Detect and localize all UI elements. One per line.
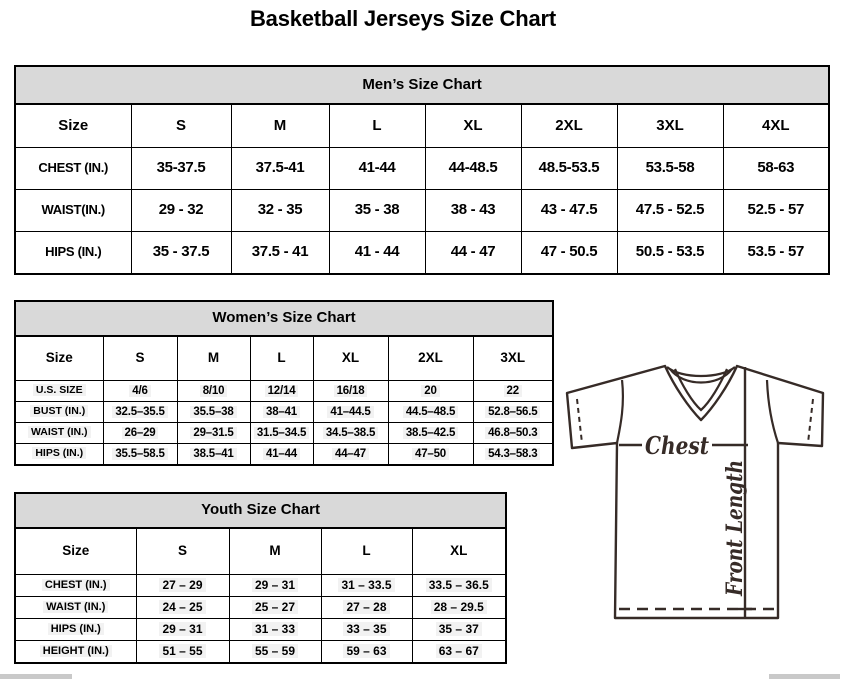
mens-table-title: Men’s Size Chart (15, 66, 829, 104)
youth-data-row (15, 619, 506, 641)
womens-size-table (14, 300, 552, 466)
womens-value-cell: 34.5–38.5 (313, 423, 388, 444)
youth-header-row (15, 528, 506, 575)
youth-size-table (14, 492, 505, 664)
youth-column-header: S (136, 528, 229, 575)
mens-value-cell: 47 - 50.5 (521, 232, 617, 275)
mens-data-row (15, 232, 829, 275)
youth-value-cell: 24 – 25 (136, 597, 229, 619)
youth-value-cell: 28 – 29.5 (412, 597, 506, 619)
youth-value-cell: 29 – 31 (229, 575, 321, 597)
womens-value-cell: 29–31.5 (177, 423, 250, 444)
mens-column-header: 2XL (521, 104, 617, 148)
youth-row-label: CHEST (IN.) (15, 575, 136, 597)
womens-column-header: Size (15, 336, 103, 381)
womens-value-cell: 41–44.5 (313, 402, 388, 423)
mens-value-cell: 37.5 - 41 (231, 232, 329, 275)
mens-column-header: 4XL (723, 104, 829, 148)
mens-row-label: CHEST (IN.) (15, 148, 131, 190)
page-title: Basketball Jerseys Size Chart (249, 6, 557, 31)
womens-value-cell: 47–50 (388, 444, 473, 466)
womens-row-label: U.S. SIZE (15, 381, 103, 402)
womens-value-cell: 12/14 (250, 381, 313, 402)
mens-value-cell: 53.5-58 (617, 148, 723, 190)
youth-row-label: HIPS (IN.) (15, 619, 136, 641)
mens-value-cell: 35 - 37.5 (131, 232, 231, 275)
mens-value-cell: 58-63 (723, 148, 829, 190)
youth-column-header: M (229, 528, 321, 575)
mens-value-cell: 44-48.5 (425, 148, 521, 190)
youth-value-cell: 25 – 27 (229, 597, 321, 619)
mens-table (14, 65, 830, 275)
womens-value-cell: 38.5–41 (177, 444, 250, 466)
womens-data-row (15, 423, 553, 444)
mens-data-row (15, 190, 829, 232)
womens-row-label: BUST (IN.) (15, 402, 103, 423)
womens-data-row (15, 444, 553, 466)
mens-value-cell: 47.5 - 52.5 (617, 190, 723, 232)
womens-value-cell: 22 (473, 381, 553, 402)
womens-value-cell: 44.5–48.5 (388, 402, 473, 423)
horizontal-scrollbar-fragment-left[interactable] (0, 674, 72, 679)
womens-data-row (15, 402, 553, 423)
womens-value-cell: 32.5–35.5 (103, 402, 177, 423)
womens-value-cell: 31.5–34.5 (250, 423, 313, 444)
mens-column-header: XL (425, 104, 521, 148)
womens-value-cell: 35.5–58.5 (103, 444, 177, 466)
mens-column-header: Size (15, 104, 131, 148)
youth-data-row (15, 597, 506, 619)
mens-value-cell: 38 - 43 (425, 190, 521, 232)
mens-value-cell: 29 - 32 (131, 190, 231, 232)
womens-header-row (15, 336, 553, 381)
front-length-label: Front Length (722, 433, 748, 596)
mens-value-cell: 37.5-41 (231, 148, 329, 190)
mens-header-row (15, 104, 829, 148)
mens-column-header: L (329, 104, 425, 148)
womens-value-cell: 4/6 (103, 381, 177, 402)
womens-value-cell: 44–47 (313, 444, 388, 466)
mens-row-label: HIPS (IN.) (15, 232, 131, 275)
womens-value-cell: 20 (388, 381, 473, 402)
youth-table (14, 492, 507, 664)
mens-value-cell: 32 - 35 (231, 190, 329, 232)
youth-column-header: Size (15, 528, 136, 575)
womens-table (14, 300, 554, 466)
mens-data-row (15, 148, 829, 190)
womens-value-cell: 35.5–38 (177, 402, 250, 423)
youth-data-row (15, 641, 506, 664)
womens-column-header: M (177, 336, 250, 381)
mens-value-cell: 41-44 (329, 148, 425, 190)
mens-column-header: S (131, 104, 231, 148)
womens-value-cell: 8/10 (177, 381, 250, 402)
womens-value-cell: 41–44 (250, 444, 313, 466)
womens-column-header: 3XL (473, 336, 553, 381)
youth-data-row (15, 575, 506, 597)
womens-value-cell: 46.8–50.3 (473, 423, 553, 444)
youth-value-cell: 59 – 63 (321, 641, 412, 664)
mens-value-cell: 35-37.5 (131, 148, 231, 190)
mens-row-label: WAIST(IN.) (15, 190, 131, 232)
youth-value-cell: 31 – 33.5 (321, 575, 412, 597)
womens-column-header: L (250, 336, 313, 381)
mens-value-cell: 50.5 - 53.5 (617, 232, 723, 275)
mens-value-cell: 44 - 47 (425, 232, 521, 275)
chest-label: Chest (645, 431, 709, 460)
youth-value-cell: 31 – 33 (229, 619, 321, 641)
youth-value-cell: 27 – 28 (321, 597, 412, 619)
youth-value-cell: 63 – 67 (412, 641, 506, 664)
womens-value-cell: 38.5–42.5 (388, 423, 473, 444)
mens-value-cell: 43 - 47.5 (521, 190, 617, 232)
mens-column-header: M (231, 104, 329, 148)
womens-value-cell: 52.8–56.5 (473, 402, 553, 423)
youth-value-cell: 27 – 29 (136, 575, 229, 597)
womens-table-title: Women’s Size Chart (15, 301, 553, 336)
youth-value-cell: 33 – 35 (321, 619, 412, 641)
youth-value-cell: 29 – 31 (136, 619, 229, 641)
jersey-diagram (556, 358, 840, 640)
womens-row-label: HIPS (IN.) (15, 444, 103, 466)
youth-value-cell: 55 – 59 (229, 641, 321, 664)
mens-value-cell: 35 - 38 (329, 190, 425, 232)
youth-row-label: HEIGHT (IN.) (15, 641, 136, 664)
mens-value-cell: 48.5-53.5 (521, 148, 617, 190)
youth-row-label: WAIST (IN.) (15, 597, 136, 619)
womens-value-cell: 54.3–58.3 (473, 444, 553, 466)
womens-column-header: 2XL (388, 336, 473, 381)
womens-value-cell: 16/18 (313, 381, 388, 402)
womens-value-cell: 26–29 (103, 423, 177, 444)
horizontal-scrollbar-fragment-right[interactable] (769, 674, 840, 679)
youth-table-title: Youth Size Chart (15, 493, 506, 528)
mens-column-header: 3XL (617, 104, 723, 148)
womens-column-header: XL (313, 336, 388, 381)
youth-value-cell: 51 – 55 (136, 641, 229, 664)
womens-data-row (15, 381, 553, 402)
mens-value-cell: 52.5 - 57 (723, 190, 829, 232)
mens-value-cell: 53.5 - 57 (723, 232, 829, 275)
youth-value-cell: 33.5 – 36.5 (412, 575, 506, 597)
youth-value-cell: 35 – 37 (412, 619, 506, 641)
mens-size-table (14, 65, 828, 275)
youth-column-header: XL (412, 528, 506, 575)
mens-value-cell: 41 - 44 (329, 232, 425, 275)
youth-column-header: L (321, 528, 412, 575)
womens-value-cell: 38–41 (250, 402, 313, 423)
womens-row-label: WAIST (IN.) (15, 423, 103, 444)
womens-column-header: S (103, 336, 177, 381)
